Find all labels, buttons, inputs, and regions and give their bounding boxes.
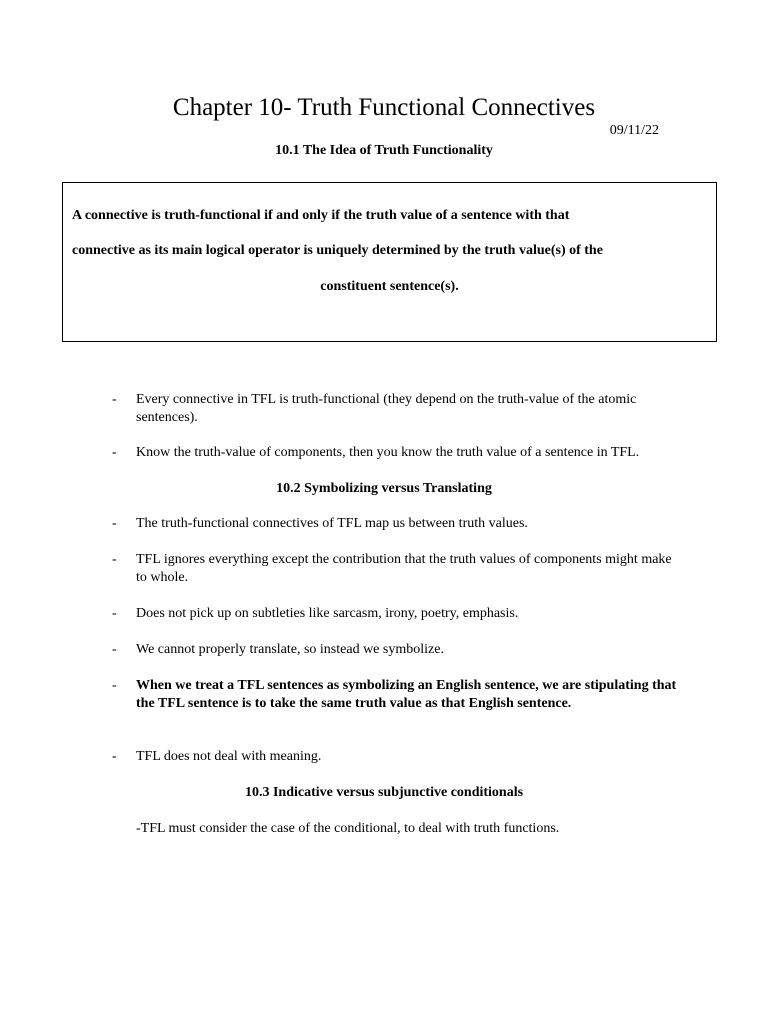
bullet-dash: -: [112, 678, 117, 693]
bullet-item: [112, 677, 682, 713]
definition-line-3: constituent sentence(s).: [320, 279, 459, 294]
bullet-dash: -: [112, 606, 117, 621]
bullet-item: [112, 551, 682, 587]
page-title: Chapter 10- Truth Functional Connectives: [172, 94, 596, 121]
bullet-text: We cannot properly translate, so instead we symbolize.: [136, 642, 444, 657]
bullet-item: [112, 748, 682, 766]
bullet-text: Know the truth-value of components, then you know the truth value of a sentence in TFL.: [136, 445, 640, 460]
definition-line-1: A connective is truth-functional if and only if the truth value of a sentence with that: [72, 208, 570, 223]
definition-line-2: connective as its main logical operator is uniquely determined by the truth value(s) of the: [72, 243, 603, 258]
bullet-dash: -: [112, 392, 117, 407]
bullet-dash: -: [112, 642, 117, 657]
bullet-item: [112, 605, 682, 623]
section-heading-10-2: 10.2 Symbolizing versus Translating: [276, 481, 492, 496]
bullet-text: TFL ignores everything except the contribution that the truth values of components might make to whole.: [136, 552, 672, 585]
bullet-dash: -: [112, 749, 117, 764]
definition-box: [62, 182, 717, 342]
bullet-dash: -: [112, 552, 117, 567]
conditional-note: -TFL must consider the case of the conditional, to deal with truth functions.: [136, 821, 560, 836]
bullet-item: [112, 391, 682, 427]
bullet-text: Every connective in TFL is truth-functional (they depend on the truth-value of the atomic sentences).: [136, 392, 637, 425]
bullet-text: Does not pick up on subtleties like sarcasm, irony, poetry, emphasis.: [136, 606, 519, 621]
bullet-dash: -: [112, 445, 117, 460]
bullet-item: [112, 641, 682, 659]
section-heading-10-1: 10.1 The Idea of Truth Functionality: [275, 143, 493, 158]
bullet-item: [112, 444, 682, 462]
bullet-text: TFL does not deal with meaning.: [136, 749, 322, 764]
bullet-dash: -: [112, 516, 117, 531]
bullet-text: When we treat a TFL sentences as symbolizing an English sentence, we are stipulating that the TFL sentence is to take the same truth value as that English sentence.: [136, 678, 677, 711]
section-heading-10-3: 10.3 Indicative versus subjunctive conditionals: [244, 785, 524, 800]
bullet-item: [112, 515, 682, 533]
bullet-text: The truth-functional connectives of TFL map us between truth values.: [136, 516, 528, 531]
date: 09/11/22: [609, 123, 659, 138]
